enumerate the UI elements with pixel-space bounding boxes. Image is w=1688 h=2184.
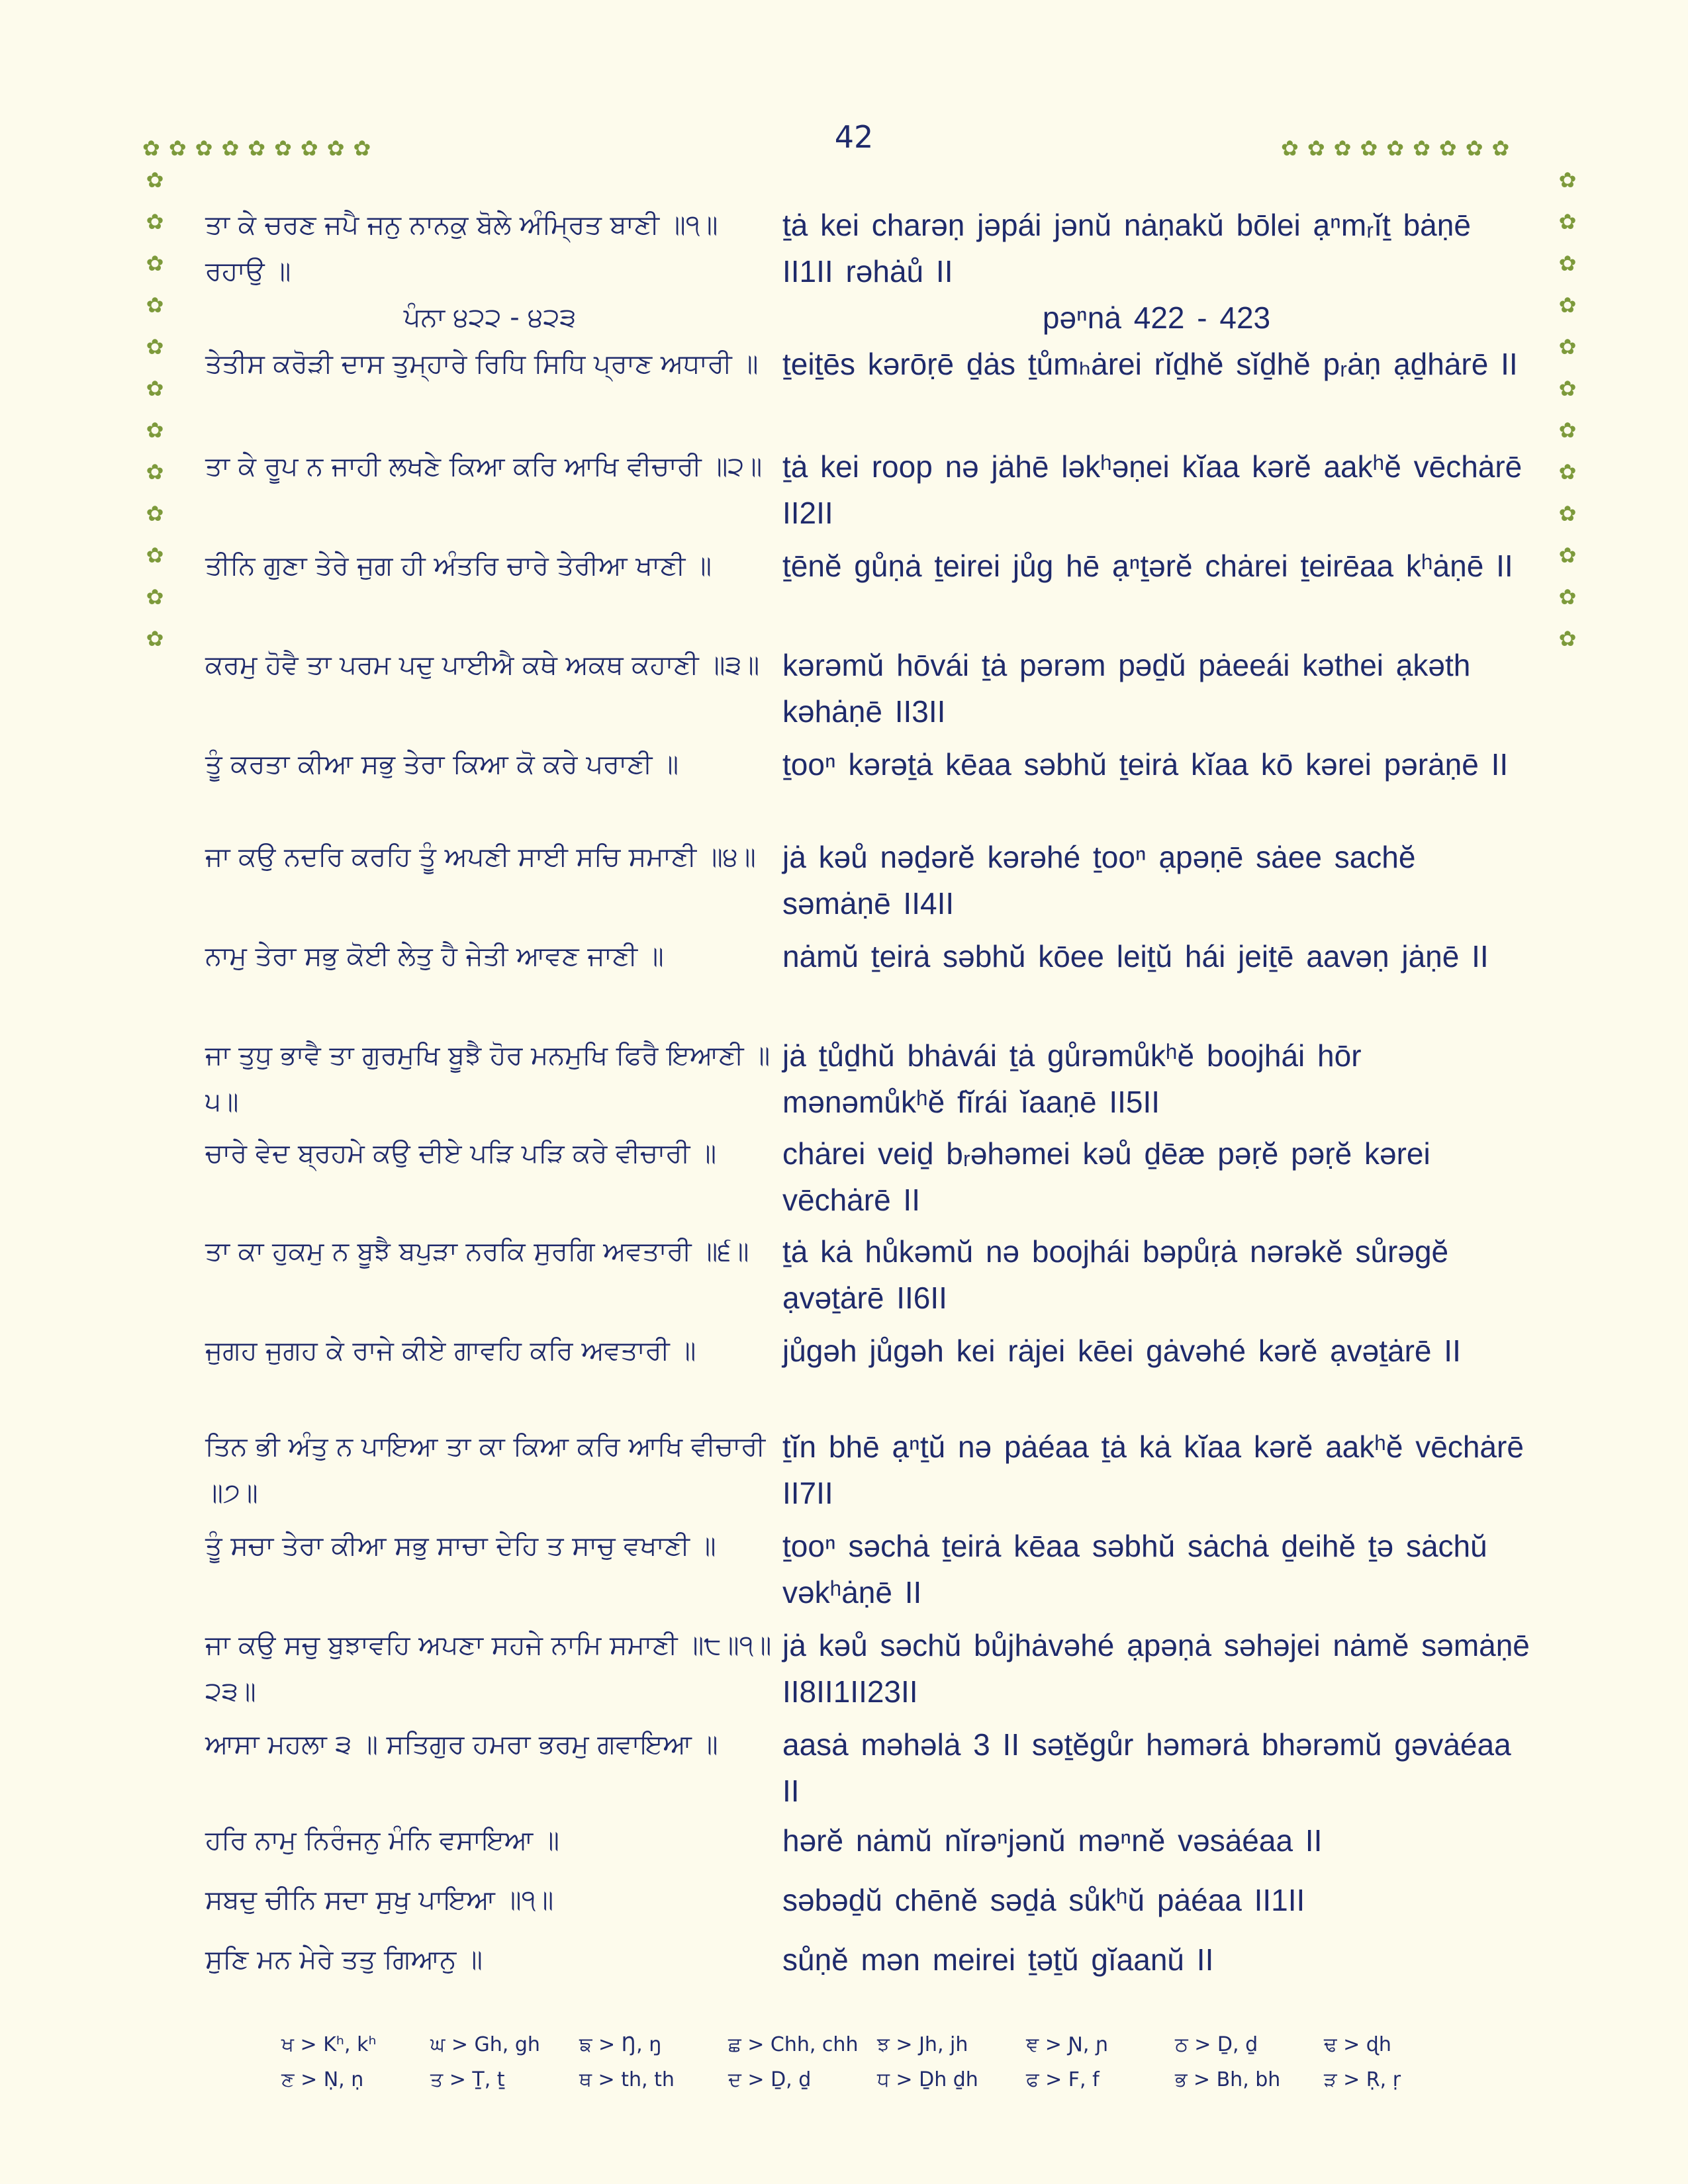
transliteration-text: ṯooⁿ səchȧ ṯeirȧ kēaa səbhŭ sȧchȧ ḏeihĕ ṯə sȧchŭ vəkʰȧṇē II bbox=[782, 1529, 1487, 1610]
flower-icon: ✿ bbox=[146, 334, 164, 359]
transliteration-text: chȧrei veiḏ bᵣəhəmei kəů ḏēæ pəṛĕ pəṛĕ kərei vēchȧrē II bbox=[782, 1136, 1430, 1217]
verse-row bbox=[205, 834, 1529, 933]
legend-item: ਞ > Ɲ, ɲ bbox=[1026, 2033, 1109, 2056]
verse-row bbox=[205, 1936, 1529, 1989]
legend-item: ਠ > Ḏ, ḏ bbox=[1175, 2033, 1258, 2056]
verse-row bbox=[205, 341, 1529, 443]
flower-icon: ✿ bbox=[146, 167, 164, 193]
transliteration-text: ṯȧ kei roop nə jȧhē ləkʰəṇei kĭaa kərĕ aakʰĕ vēchȧrē II2II bbox=[782, 449, 1523, 530]
legend-item: ੜ > Ṛ, ṛ bbox=[1324, 2068, 1401, 2091]
gurmukhi-text: ਤਾ ਕੇ ਰੂਪ ਨ ਜਾਹੀ ਲਖਣੇ ਕਿਆ ਕਰਿ ਆਖਿ ਵੀਚਾਰੀ ॥੨॥ bbox=[205, 451, 763, 482]
flower-icon: ✿ bbox=[146, 501, 164, 526]
gurmukhi-text: ਤੇਤੀਸ ਕਰੋੜੀ ਦਾਸ ਤੁਮ੍ਹਾਰੇ ਰਿਧਿ ਸਿਧਿ ਪ੍ਰਾਣ ਅਧਾਰੀ ॥ bbox=[205, 349, 759, 379]
legend-item: ਘ > Gh, gh bbox=[430, 2033, 540, 2056]
flower-border-top-right: ✿✿✿✿✿✿✿✿✿ bbox=[1281, 136, 1519, 161]
flower-icon: ✿ bbox=[146, 459, 164, 484]
gurmukhi-text: ਤਾ ਕਾ ਹੁਕਮੁ ਨ ਬੂਝੈ ਬਪੁੜਾ ਨਰਕਿ ਸੁਰਗਿ ਅਵਤਾਰੀ ॥੬॥ bbox=[205, 1236, 749, 1267]
legend-row bbox=[281, 2033, 1473, 2068]
verse-row bbox=[205, 741, 1529, 834]
verse-row bbox=[205, 202, 1529, 295]
flower-border-left bbox=[144, 169, 165, 670]
flower-icon: ✿ bbox=[1558, 209, 1577, 234]
legend-row bbox=[281, 2068, 1473, 2103]
flower-icon: ✿ bbox=[1558, 543, 1577, 568]
flower-icon: ✿ bbox=[1558, 334, 1577, 359]
page-number: 42 bbox=[834, 119, 874, 155]
transliteration-text: nȧmŭ ṯeirȧ səbhŭ kōee leiṯŭ hái jeiṯē aavəṇ jȧṇē II bbox=[782, 939, 1489, 974]
transliteration-text: ṯȧ kȧ hůkəmŭ nə boojhái bəpůṛȧ nərəkĕ sůrəgĕ ạvəṯȧrē II6II bbox=[782, 1234, 1449, 1315]
legend-item: ਛ > Chh, chh bbox=[728, 2033, 859, 2056]
gurmukhi-text: ਤਿਨ ਭੀ ਅੰਤੁ ਨ ਪਾਇਆ ਤਾ ਕਾ ਕਿਆ ਕਰਿ ਆਖਿ ਵੀਚਾਰੀ ॥੭॥ bbox=[205, 1432, 766, 1508]
gurmukhi-text: ਆਸਾ ਮਹਲਾ ੩ ॥ ਸਤਿਗੁਰ ਹਮਰਾ ਭਰਮੁ ਗਵਾਇਆ ॥ bbox=[205, 1729, 718, 1760]
legend-item: ਣ > Ṇ, ṇ bbox=[281, 2068, 364, 2091]
verse-row bbox=[205, 1424, 1529, 1523]
legend-item: ਭ > Bh, bh bbox=[1175, 2068, 1281, 2091]
transliteration-text: ṯēnĕ gůṇȧ ṯeirei jůg hē ạⁿṯərĕ chȧrei ṯeirēaa kʰȧṇē II bbox=[782, 549, 1513, 583]
flower-icon: ✿ bbox=[146, 584, 164, 610]
page-range-gurmukhi: ਪੰਨਾ ੪੨੨ - ੪੨੩ bbox=[403, 302, 577, 333]
flower-icon: ✿ bbox=[1558, 459, 1577, 484]
verse-row bbox=[205, 933, 1529, 1032]
flower-border-right bbox=[1557, 169, 1578, 670]
transliteration-text: jȧ ṯůḏhŭ bhȧvái ṯȧ gůrəmůkʰĕ boojhái hōr mənəmůkʰĕ fĭrái ĭaaṇē II5II bbox=[782, 1038, 1362, 1119]
legend-item: ਥ > th, th bbox=[579, 2068, 675, 2091]
flower-border-top-left: ✿✿✿✿✿✿✿✿✿ bbox=[142, 136, 380, 161]
transliteration-text: kərəmŭ hōvái ṯȧ pərəm pəḏŭ pȧeeái kəthei ạkəth kəhȧṇē II3II bbox=[782, 648, 1471, 729]
transliteration-text: hərĕ nȧmŭ nĭrəⁿjənŭ məⁿnĕ vəsȧéaa II bbox=[782, 1823, 1323, 1858]
flower-icon: ✿ bbox=[146, 293, 164, 318]
verse-row bbox=[205, 1877, 1529, 1936]
transliteration-text: səbəḏŭ chēnĕ səḏȧ sůkʰŭ pȧéaa II1II bbox=[782, 1883, 1305, 1917]
legend-item: ਫ > F, f bbox=[1026, 2068, 1100, 2091]
flower-icon: ✿ bbox=[1558, 418, 1577, 443]
verse-row bbox=[205, 295, 1529, 341]
verse-table bbox=[205, 202, 1529, 1989]
transliteration-text: jȧ kəů səchŭ bůjhȧvəhé ạpəṇȧ səhəjei nȧmĕ səmȧṇē II8II1II23II bbox=[782, 1628, 1530, 1709]
flower-icon: ✿ bbox=[1558, 584, 1577, 610]
gurmukhi-text: ਹਰਿ ਨਾਮੁ ਨਿਰੰਜਨੁ ਮੰਨਿ ਵਸਾਇਆ ॥ bbox=[205, 1825, 559, 1856]
gurmukhi-text: ਚਾਰੇ ਵੇਦ ਬ੍ਰਹਮੇ ਕਉ ਦੀਏ ਪੜਿ ਪੜਿ ਕਰੇ ਵੀਚਾਰੀ ॥ bbox=[205, 1138, 717, 1169]
legend-item: ਦ > Ḏ, ḏ bbox=[728, 2068, 812, 2091]
transliteration-text: aasȧ məhəlȧ 3 II səṯĕgůr həmərȧ bhərəmŭ gəvȧéaa II bbox=[782, 1727, 1511, 1808]
gurmukhi-text: ਤੀਨਿ ਗੁਣਾ ਤੇਰੇ ਜੁਗ ਹੀ ਅੰਤਰਿ ਚਾਰੇ ਤੇਰੀਆ ਖਾਣੀ ॥ bbox=[205, 551, 712, 581]
gurmukhi-text: ਜੁਗਹ ਜੁਗਹ ਕੇ ਰਾਜੇ ਕੀਏ ਗਾਵਹਿ ਕਰਿ ਅਵਤਾਰੀ ॥ bbox=[205, 1336, 696, 1366]
gurmukhi-text: ਜਾ ਕਉ ਨਦਰਿ ਕਰਹਿ ਤੂੰ ਅਪਣੀ ਸਾਈ ਸਚਿ ਸਮਾਣੀ ॥੪॥ bbox=[205, 842, 756, 872]
verse-row bbox=[205, 1130, 1529, 1228]
gurmukhi-text: ਤੂੰ ਸਚਾ ਤੇਰਾ ਕੀਆ ਸਭੁ ਸਾਚਾ ਦੇਹਿ ਤ ਸਾਚੁ ਵਖਾਣੀ ॥ bbox=[205, 1531, 716, 1561]
verse-row bbox=[205, 1817, 1529, 1877]
transliteration-legend bbox=[281, 2033, 1473, 2103]
transliteration-text: jůgəh jůgəh kei rȧjei kēei gȧvəhé kərĕ ạvəṯȧrē II bbox=[782, 1334, 1461, 1368]
flower-icon: ✿ bbox=[1558, 626, 1577, 651]
legend-item: ਙ > Ŋ, ŋ bbox=[579, 2033, 662, 2056]
legend-item: ਢ > ɖh bbox=[1324, 2033, 1391, 2056]
flower-icon: ✿ bbox=[146, 543, 164, 568]
gurmukhi-text: ਜਾ ਤੁਧੁ ਭਾਵੈ ਤਾ ਗੁਰਮੁਖਿ ਬੂਝੈ ਹੋਰ ਮਨਮੁਖਿ ਫਿਰੈ ਇਆਣੀ ॥੫॥ bbox=[205, 1040, 771, 1117]
verse-row bbox=[205, 1721, 1529, 1817]
gurmukhi-text: ਜਾ ਕਉ ਸਚੁ ਬੁਝਾਵਹਿ ਅਪਣਾ ਸਹਜੇ ਨਾਮਿ ਸਮਾਣੀ ॥੮॥੧॥੨੩॥ bbox=[205, 1630, 772, 1707]
flower-icon: ✿ bbox=[146, 418, 164, 443]
verse-row bbox=[205, 443, 1529, 543]
legend-item: ਖ > Kʰ, kʰ bbox=[281, 2033, 377, 2056]
transliteration-text: ṯĭn bhē ạⁿṯŭ nə pȧéaa ṯȧ kȧ kĭaa kərĕ aakʰĕ vēchȧrē II7II bbox=[782, 1430, 1524, 1510]
verse-row bbox=[205, 1328, 1529, 1424]
legend-item: ਧ > Ḏh ḏh bbox=[877, 2068, 978, 2091]
transliteration-text: ṯooⁿ kərəṯȧ kēaa səbhŭ ṯeirȧ kĭaa kō kərei pərȧṇē II bbox=[782, 747, 1509, 782]
gurmukhi-text: ਸੁਣਿ ਮਨ ਮੇਰੇ ਤਤੁ ਗਿਆਨੁ ॥ bbox=[205, 1944, 483, 1975]
flower-icon: ✿ bbox=[1558, 251, 1577, 276]
legend-item: ਤ > Ṯ, ṯ bbox=[430, 2068, 505, 2091]
verse-row bbox=[205, 1228, 1529, 1328]
verse-row bbox=[205, 1032, 1529, 1130]
flower-icon: ✿ bbox=[146, 626, 164, 651]
transliteration-text: ṯeiṯēs kərōṛē ḏȧs ṯůmₕȧrei rĭḏhĕ sĭḏhĕ pᵣȧṇ ạḏhȧrē II bbox=[782, 347, 1518, 381]
gurmukhi-text: ਨਾਮੁ ਤੇਰਾ ਸਭੁ ਕੋਈ ਲੇਤੁ ਹੈ ਜੇਤੀ ਆਵਣ ਜਾਣੀ ॥ bbox=[205, 941, 664, 972]
legend-item: ਝ > Jh, jh bbox=[877, 2033, 968, 2056]
verse-row bbox=[205, 1622, 1529, 1721]
flower-icon: ✿ bbox=[1558, 167, 1577, 193]
page-range-translit: pəⁿnȧ 422 - 423 bbox=[1042, 300, 1271, 335]
transliteration-text: sůṇĕ mən meirei ṯəṯŭ gĭaanŭ II bbox=[782, 1942, 1214, 1977]
gurmukhi-text: ਤਾ ਕੇ ਚਰਣ ਜਪੈ ਜਨੁ ਨਾਨਕੁ ਬੋਲੇ ਅੰਮ੍ਰਿਤ ਬਾਣੀ ॥੧॥ ਰਹਾਉ ॥ bbox=[205, 210, 718, 287]
flower-icon: ✿ bbox=[1558, 293, 1577, 318]
flower-icon: ✿ bbox=[146, 209, 164, 234]
gurmukhi-text: ਸਬਦੁ ਚੀਨਿ ਸਦਾ ਸੁਖੁ ਪਾਇਆ ॥੧॥ bbox=[205, 1885, 554, 1915]
verse-row bbox=[205, 642, 1529, 741]
transliteration-text: ṯȧ kei charəṇ jəpái jənŭ nȧṇakŭ bōlei ạⁿmᵣĭṯ bȧṇē II1II rəhȧů II bbox=[782, 208, 1471, 289]
transliteration-text: jȧ kəů nəḏərĕ kərəhé ṯooⁿ ạpəṇē sȧee sachĕ səmȧṇē II4II bbox=[782, 840, 1416, 921]
verse-row bbox=[205, 1523, 1529, 1622]
flower-icon: ✿ bbox=[146, 376, 164, 401]
verse-row bbox=[205, 543, 1529, 642]
flower-icon: ✿ bbox=[1558, 501, 1577, 526]
flower-icon: ✿ bbox=[1558, 376, 1577, 401]
gurmukhi-text: ਤੂੰ ਕਰਤਾ ਕੀਆ ਸਭੁ ਤੇਰਾ ਕਿਆ ਕੋ ਕਰੇ ਪਰਾਣੀ ॥ bbox=[205, 749, 679, 780]
flower-icon: ✿ bbox=[146, 251, 164, 276]
gurmukhi-text: ਕਰਮੁ ਹੋਵੈ ਤਾ ਪਰਮ ਪਦੁ ਪਾਈਐ ਕਥੇ ਅਕਥ ਕਹਾਣੀ ॥੩॥ bbox=[205, 650, 760, 680]
